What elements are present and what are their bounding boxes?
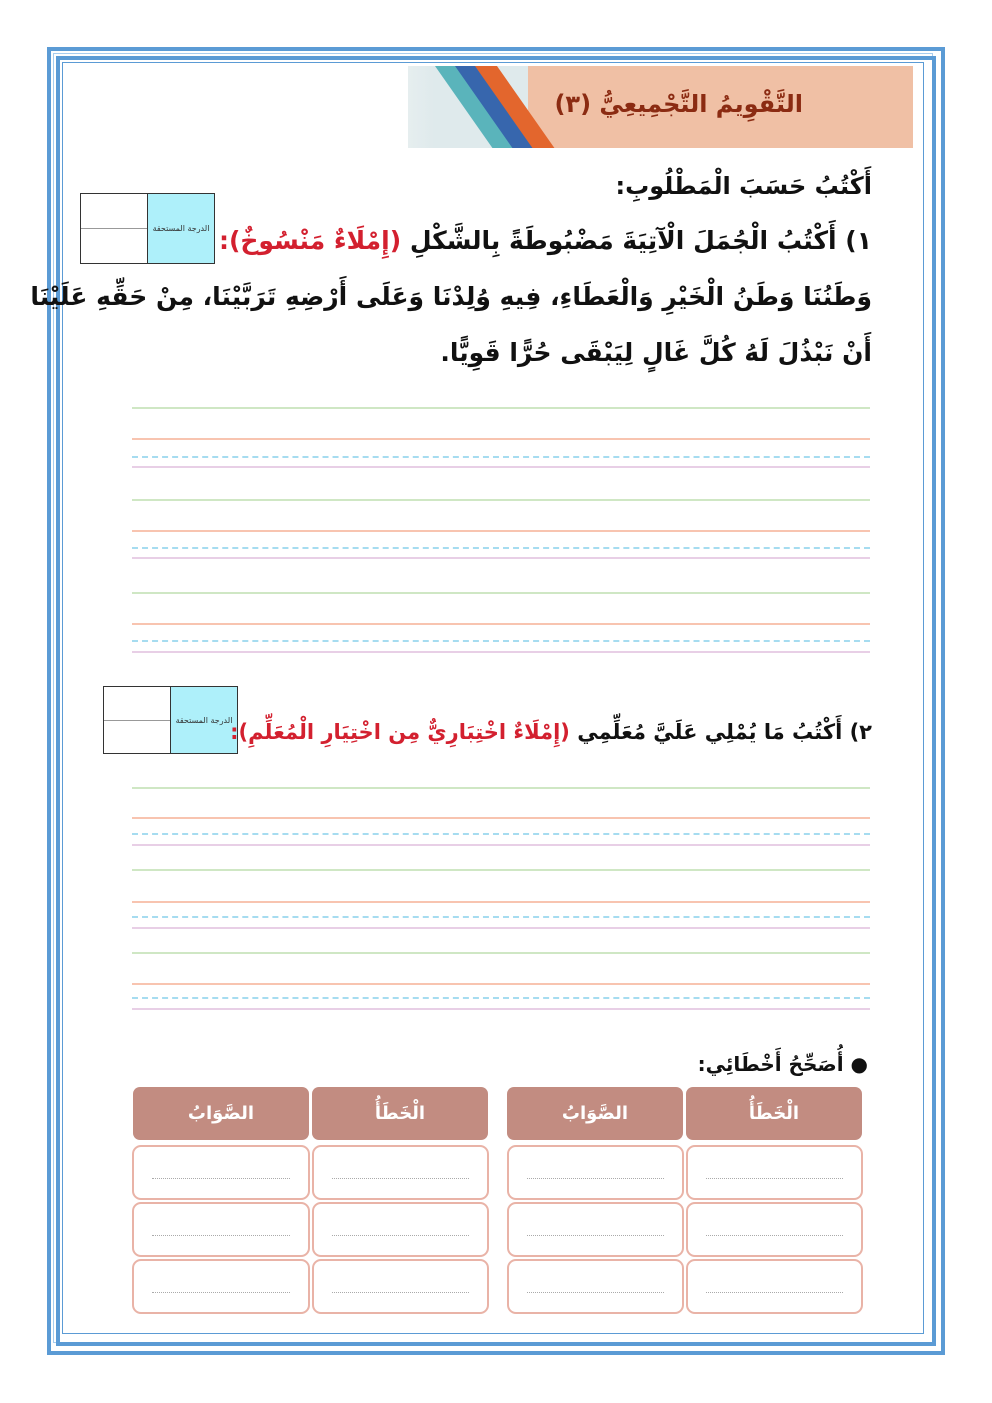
page-title: التَّقْوِيمُ التَّجْمِيعِيُّ (٣) [554,90,803,118]
answer-cell[interactable] [132,1145,310,1200]
answer-cell[interactable] [686,1145,863,1200]
q1-text: ١) أَكْتُبُ الْجُمَلَ الْآتِيَةَ مَضْبُوطَةً بِالشَّكْلِ [409,226,872,255]
grade-box-1 [80,193,215,264]
answer-cell[interactable] [132,1259,310,1314]
grade-cell[interactable] [104,687,170,721]
corrections-title: ● أُصَحِّحُ أَخْطَائِي: [697,1052,868,1076]
grade-label: الدرجة المستحقة [171,687,237,753]
header-mistake: الْخَطَأُ [686,1087,862,1140]
q2-text: ٢) أَكْتُبُ مَا يُمْلِي عَلَيَّ مُعَلِّمِي [577,720,872,744]
grade-cell[interactable] [81,229,147,263]
answer-cell[interactable] [686,1202,863,1257]
header-correct: الصَّوَابُ [507,1087,683,1140]
q2-prompt [230,720,872,744]
instructions: أَكْتُبُ حَسَبَ الْمَطْلُوبِ: [615,172,872,200]
answer-cell[interactable] [312,1145,489,1200]
title-banner [408,66,913,148]
answer-cell[interactable] [507,1145,684,1200]
q1-line2: أَنْ نَبْذُلَ لَهُ كُلَّ غَالٍ لِيَبْقَى حُرًّا قَوِيًّا. [440,338,872,367]
q1-prompt [219,226,872,255]
answer-cell[interactable] [312,1202,489,1257]
q1-line1: وَطَنُنَا وَطَنُ الْخَيْرِ وَالْعَطَاءِ، فِيهِ وُلِدْنَا وَعَلَى أَرْضِهِ تَرَبَّيْنَا، مِنْ حَقِّهِ عَلَيْنَا [30,282,872,311]
answer-cell[interactable] [132,1202,310,1257]
grade-cell[interactable] [81,194,147,229]
answer-cell[interactable] [312,1259,489,1314]
header-mistake: الْخَطَأُ [312,1087,488,1140]
grade-box-2 [103,686,238,754]
answer-cell[interactable] [507,1259,684,1314]
grade-cell[interactable] [104,721,170,754]
answer-cell[interactable] [686,1259,863,1314]
answer-cell[interactable] [507,1202,684,1257]
header-correct: الصَّوَابُ [133,1087,309,1140]
q2-tag: (إِمْلَاءٌ اخْتِبَارِيٌّ مِن اخْتِيَارِ الْمُعَلِّمِ): [230,720,570,744]
grade-label: الدرجة المستحقة [148,194,214,263]
q1-tag: (إِمْلَاءٌ مَنْسُوخٌ): [218,226,402,255]
